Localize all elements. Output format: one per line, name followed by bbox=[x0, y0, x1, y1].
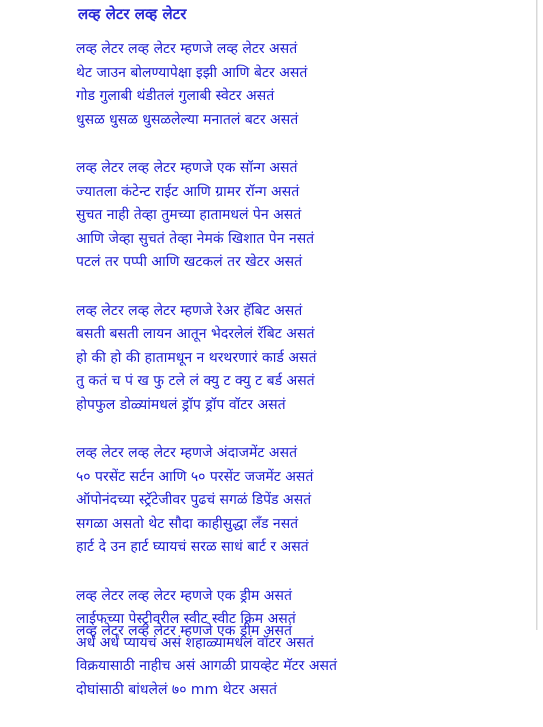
poem-line: सगळा असतो थेट सौदा काहीसुद्धा लॅंड नसतं bbox=[76, 515, 299, 532]
poem-title: लव्ह लेटर लव्ह लेटर bbox=[78, 5, 187, 23]
poem-line: दोघांसाठी बांधलेलं ७० mm थेटर असतं bbox=[76, 681, 277, 698]
stanza-3 bbox=[76, 300, 526, 418]
poem-line: ऑपोनंदच्या स्ट्रॅटेजीवर पुढचं सगळं डिपेंड असतं bbox=[76, 492, 312, 508]
poem-line: लव्ह लेटर लव्ह लेटर म्हणजे एक सॉन्ग असतं bbox=[76, 160, 298, 176]
poem-line: लाईफच्या पेस्ट्रीवरील स्वीट स्वीट क्रिम असतं bbox=[76, 611, 296, 627]
poem-line: होपफुल डोळ्यांमधलं ड्रॉप ड्रॉप वॉटर असतं bbox=[76, 396, 286, 413]
poem-line: लव्ह लेटर लव्ह लेटर म्हणजे रेअर हॅबिट असतं bbox=[76, 302, 303, 319]
poem-line: तु कतं च पं ख फु टले लं क्यु ट क्यु ट बर्ड असतं bbox=[76, 373, 315, 389]
stanza-4 bbox=[76, 442, 526, 560]
poem-line: लव्ह लेटर लव्ह लेटर म्हणजे एक ड्रीम असतं bbox=[76, 623, 292, 639]
poem-line: लव्ह लेटर लव्ह लेटर म्हणजे अंदाजमेंट असतं bbox=[76, 445, 298, 461]
poem-line: गोड गुलाबी थंडीतलं गुलाबी स्वेटर असतं bbox=[76, 88, 275, 104]
partial-line-clipped bbox=[76, 620, 436, 639]
poem-line: बसती बसती लायन आतून भेदरलेलं रॅबिट असतं bbox=[76, 326, 315, 342]
poem-line: विक्रयासाठी नाहीच असं आगळी प्रायव्हेट मॅटर असतं bbox=[76, 658, 337, 674]
poem-line: हार्ट दे उन हार्ट घ्यायचं सरळ साधं बार्ट र असतं bbox=[76, 539, 309, 555]
poem-line: थेट जाउन बोलण्यापेक्षा इझी आणि बेटर असतं bbox=[76, 64, 308, 81]
poem-line: आणि जेव्हा सुचतं तेव्हा नेमकं खिशात पेन नसतं bbox=[76, 230, 315, 247]
poem-line: हो की हो की हातामधून न थरथरणारं कार्ड असतं bbox=[76, 349, 317, 366]
poem-line: धुसळ धुसळ धुसळलेल्या मनातलं बटर असतं bbox=[76, 111, 299, 128]
poem-line: ज्यातला कंटेन्ट राईट आणि ग्रामर रॉन्ग असतं bbox=[76, 183, 300, 200]
poem-line: लव्ह लेटर लव्ह लेटर म्हणजे लव्ह लेटर असतं bbox=[76, 41, 298, 57]
poem-line: ५० परसेंट सर्टन आणि ५० परसेंट जजमेंट असतं bbox=[76, 468, 314, 485]
stanza-5 bbox=[76, 585, 526, 703]
poem-line: लव्ह लेटर लव्ह लेटर म्हणजे एक ड्रीम असतं bbox=[76, 587, 292, 604]
stanza-1 bbox=[76, 38, 526, 132]
poem-line: सुचत नाही तेव्हा तुमच्या हातामधलं पेन असतं bbox=[76, 207, 302, 223]
window-edge bbox=[537, 0, 538, 630]
stanza-2 bbox=[76, 157, 526, 275]
poem-line: अर्धं अर्धं प्यायचं असं शहाळ्यामधलं वॉटर असतं bbox=[76, 634, 314, 651]
poem-line: पटलं तर पप्पी आणि खटकलं तर खेटर असतं bbox=[76, 254, 303, 270]
